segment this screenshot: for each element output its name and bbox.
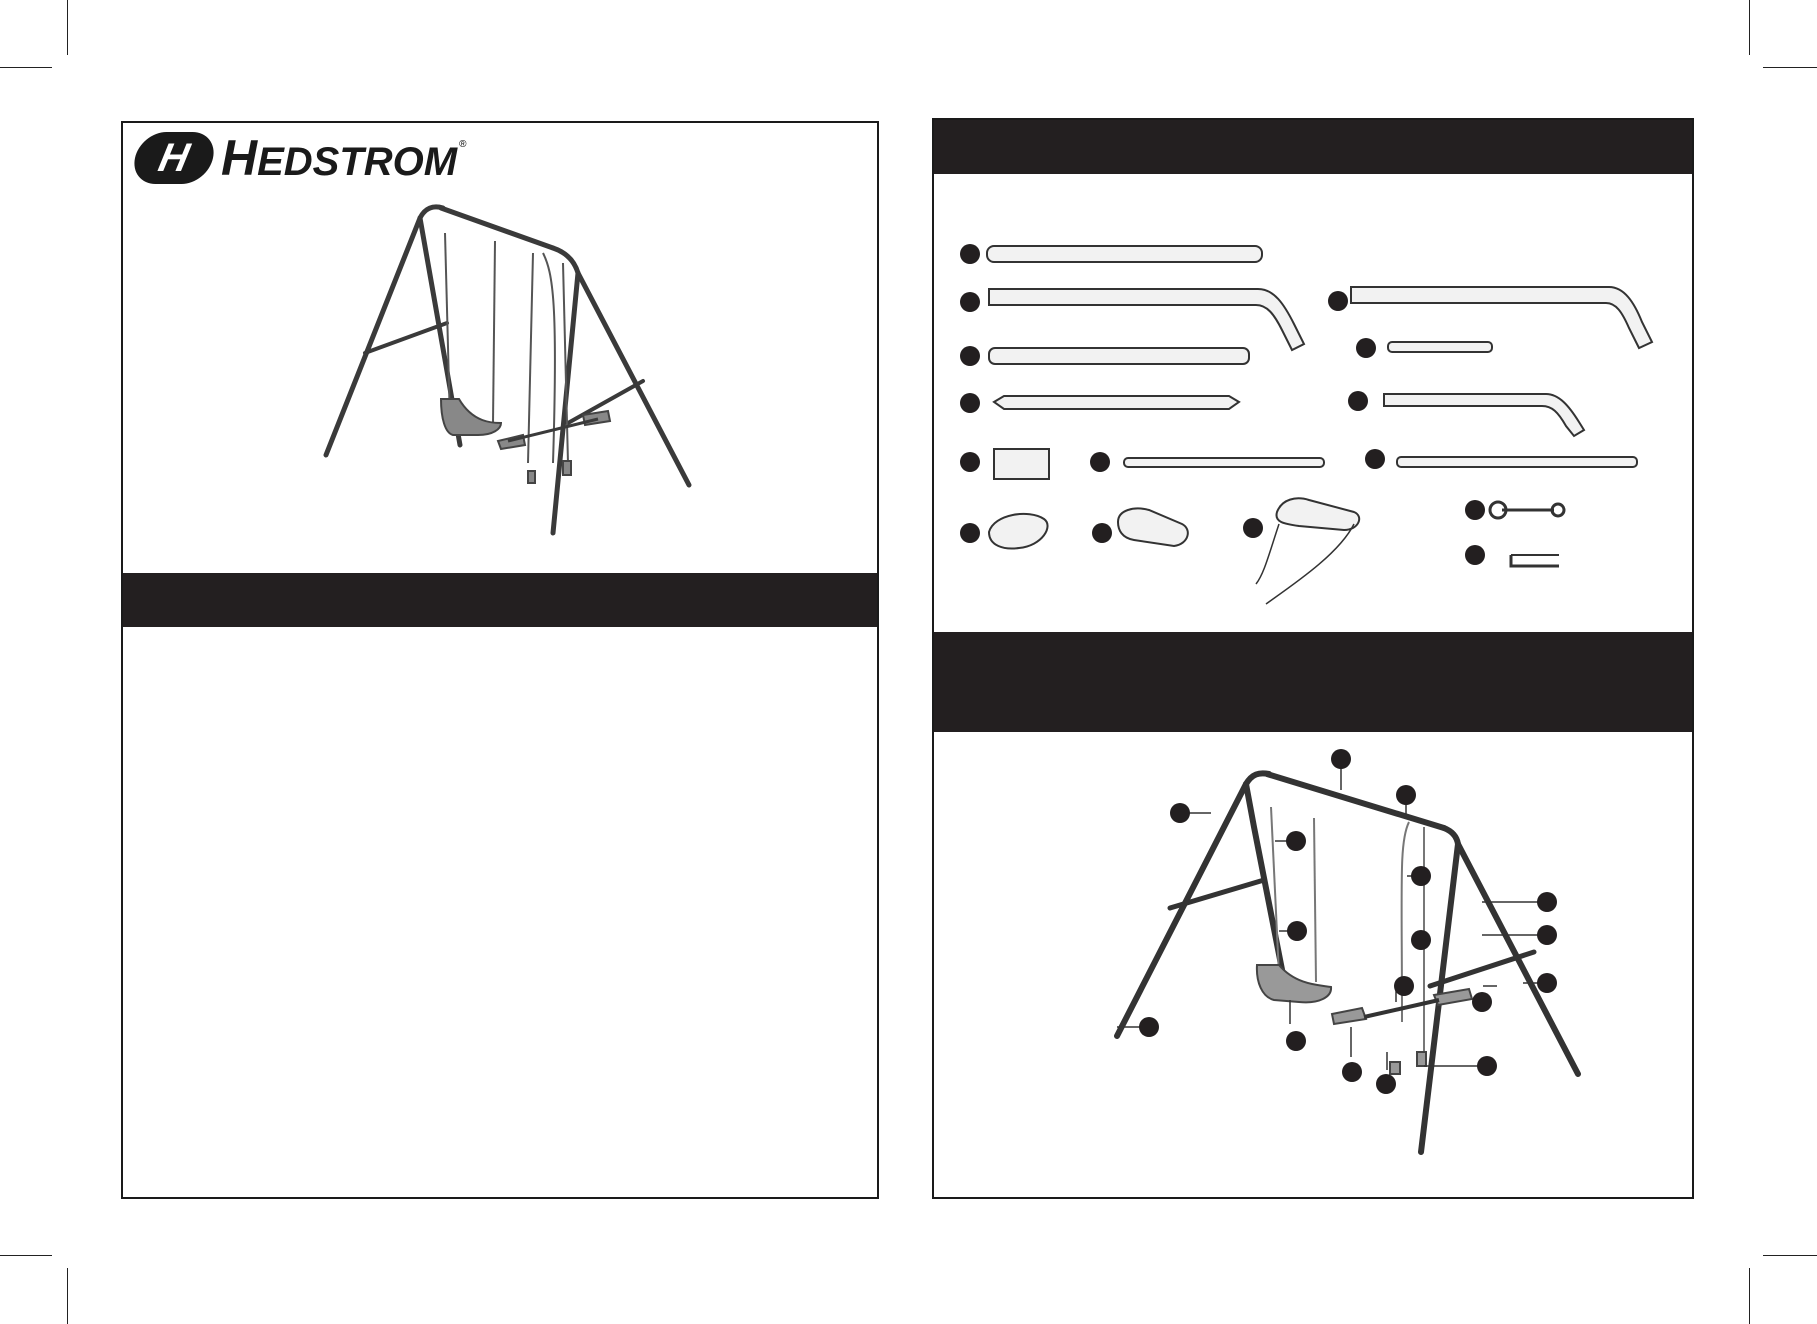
part-callout [960,346,980,366]
footrest [989,514,1048,549]
part-callout [960,292,980,312]
hex-key-icon [1511,555,1559,566]
crop-mark [0,67,52,68]
assembly-callout [1286,831,1306,851]
cross-bar [1397,457,1637,467]
left-header-bar [123,573,877,627]
glider-bent-tube [1384,394,1584,436]
part-callout [1356,338,1376,358]
registered-mark: ® [459,139,467,150]
part-callout [1092,523,1112,543]
part-callout [1328,291,1348,311]
straight-leg [989,348,1249,364]
crop-mark [67,1268,68,1324]
product-illustration [123,123,879,573]
part-callout [960,244,980,264]
part-callout [960,523,980,543]
part-callout [1348,391,1368,411]
assembly-callout [1396,785,1416,805]
cross-bar [1124,458,1324,467]
assembly-diagram [934,732,1694,1199]
glider-handle [1417,1052,1426,1066]
swing-seat [1257,965,1331,1002]
assembly-callout [1411,930,1431,950]
part-callout [1090,452,1110,472]
crop-mark [1763,67,1817,68]
logo-letter: H [154,135,194,180]
assembly-callout [1342,1062,1362,1082]
short-tube [1388,342,1492,352]
assembly-callout [1537,925,1557,945]
footrest [1332,1008,1366,1024]
assembly-callout [1286,1031,1306,1051]
swing-seat [1276,498,1359,530]
crop-mark [1749,0,1750,55]
brand-name-initial: H [221,130,258,186]
part-callout [960,393,980,413]
assembly-callout [1472,992,1492,1012]
assembly-callout [1287,921,1307,941]
assembly-callout [1537,973,1557,993]
assembly-callout [1170,803,1190,823]
assembly-callout [1537,892,1557,912]
bent-leg [989,289,1304,350]
parts-panel [932,118,1694,1199]
brace-tube [994,396,1239,409]
parts-list-illustration [934,174,1694,632]
assembly-callout [1394,976,1414,996]
glider-handle [1390,1062,1400,1074]
crop-mark [0,1255,52,1256]
crop-mark [1763,1255,1817,1256]
assembly-callout [1139,1017,1159,1037]
part-callout [1243,518,1263,538]
diagram-header-bar [934,632,1692,732]
part-callout [1465,545,1485,565]
part-callout [1465,500,1485,520]
crop-mark [67,0,68,55]
assembly-callout [1331,749,1351,769]
assembly-callout [1477,1056,1497,1076]
assembly-callout [1411,866,1431,886]
part-callout [1365,449,1385,469]
cover-panel [121,121,879,1199]
bent-leg [1351,287,1652,348]
part-callout [960,452,980,472]
parts-header-bar [934,120,1692,174]
crop-mark [1749,1268,1750,1324]
assembly-callout [1376,1074,1396,1094]
top-tube [987,246,1262,262]
brand-name-rest: EDSTROM [257,140,458,184]
glider-seat [1118,509,1188,547]
bracket [994,449,1049,479]
